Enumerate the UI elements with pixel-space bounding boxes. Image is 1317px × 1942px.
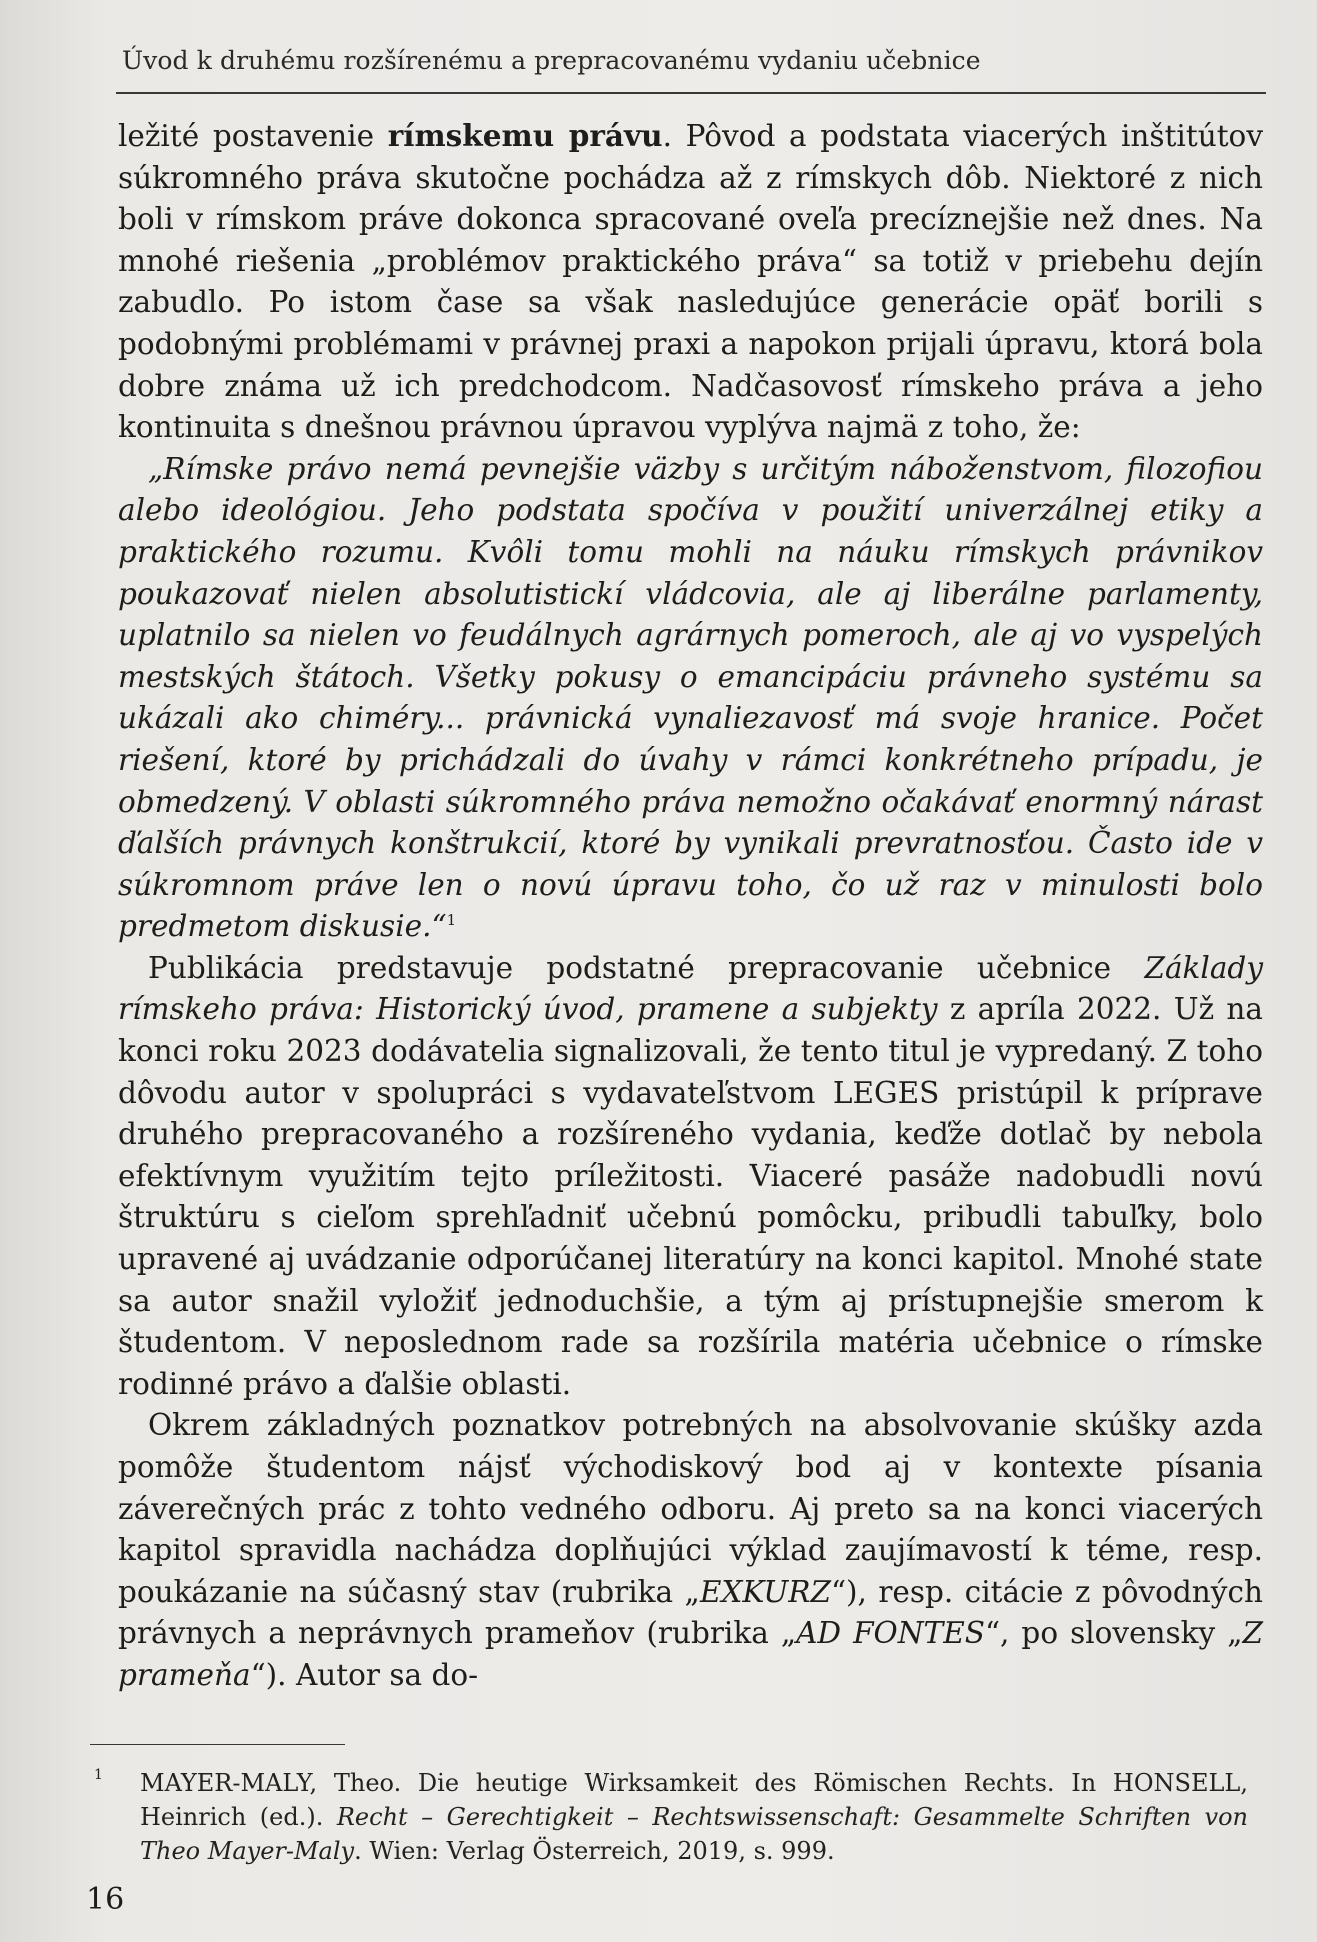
- body-text: [118, 115, 1263, 1697]
- footnote-text: [100, 1766, 1248, 1868]
- p1-bold-term: rímskemu právu: [387, 118, 663, 153]
- footnote-rule: [90, 1744, 345, 1745]
- paragraph-3: [118, 1405, 1263, 1696]
- page-number: 16: [86, 1882, 125, 1917]
- block-quote: [118, 449, 1263, 948]
- p2-text-end: z apríla 2022. Už na konci roku 2023 dodávatelia signalizovali, že tento titul je vypredaný. Z toho dôvodu autor v spolupráci s vydavateľstvom LEGES pristúpil k príprave druhého prepracovaného a rozšíreného vydania, keďže dotlač by nebola efektívnym využitím tejto príležitosti. Viaceré pasáže nadobudli novú štruktúru s cieľom sprehľadniť učebnú pomôcku, pribudli tabuľky, bolo upravené aj uvádzanie odporúčanej literatúry na konci kapitol. Mnohé state sa autor snažil vyložiť jednoduchšie, a tým aj prístupnejšie smerom k študentom. V neposlednom rade sa rozšírila matéria učebnice o rímske rodinné právo a ďalšie oblasti.: [118, 992, 1264, 1401]
- paragraph-1: [118, 115, 1263, 449]
- quote-text: „Rímske právo nemá pevnejšie väzby s určitým náboženstvom, filozofiou alebo ideológiou. Jeho podstata spočíva v použití univerzálnej etiky a praktického rozumu. Kvôli tomu mohli na náuku rímskych právnikov poukazovať nielen absolutistickí vládcovia, ale aj liberálne parlamenty, uplatnilo sa nielen vo feudálnych agrárnych pomeroch, ale aj vo vyspelých mestských štátoch. Všetky pokusy o emancipáciu právneho systému sa ukázali ako chiméry... právnická vynaliezavosť má svoje hranice. Počet riešení, ktoré by prichádzali do úvahy v rámci konkrétneho prípadu, je obmedzený. V oblasti súkromného práva nemožno očakávať enormný nárast ďalších právnych konštrukcií, ktoré by vynikali prevratnosťou. Často ide v súkromnom práve len o novú úpravu toho, čo už raz v minulosti bolo predmetom diskusie.“: [118, 451, 1263, 944]
- p1-text-end: . Pôvod a podstata viacerých inštitútov súkromného práva skutočne pochádza až z rímskych dôb. Niektoré z nich boli v rímskom práve dokonca spracované oveľa precíznejšie než dnes. Na mnohé riešenia „problémov praktického práva“ sa totiž v priebehu dejín zabudlo. Po istom čase sa však nasledujúce generácie opäť borili s podobnými problémami v právnej praxi a napokon prijali úpravu, ktorá bola dobre známa už ich predchodcom. Nadčasovosť rímskeho práva a jeho kontinuita s dnešnou právnou úpravou vyplýva najmä z toho, že:: [118, 119, 1263, 445]
- p2-book-title: Základy rímskeho práva: Historický úvod, pramene a subjekty: [118, 950, 1263, 1027]
- p3-text-4: “). Autor sa do-: [250, 1657, 479, 1692]
- footnote-number: 1: [94, 1767, 103, 1783]
- footnote-book-title: Recht – Gerechtigkeit – Rechtswissenschaft: Gesammelte Schriften von Theo Mayer-Maly: [140, 1803, 1248, 1865]
- p3-rubric-z-pramena: Z prameňa: [118, 1616, 1263, 1692]
- p3-text-3: “, po slovensky „: [984, 1616, 1243, 1651]
- p1-text-start: ležité postavenie: [118, 119, 388, 153]
- header-rule: [116, 92, 1266, 94]
- footnote: [94, 1766, 1248, 1868]
- paragraph-2: [118, 948, 1263, 1406]
- running-head: Úvod k druhému rozšírenému a prepracovanému vydaniu učebnice: [122, 46, 981, 75]
- p3-rubric-exkurz: EXKURZ: [699, 1574, 831, 1609]
- footnote-reference: 1: [446, 911, 457, 930]
- p3-rubric-ad-fontes: AD FONTES: [796, 1616, 985, 1651]
- p2-text-start: Publikácia predstavuje podstatné prepracovanie učebnice: [148, 950, 1145, 985]
- p3-text-2: “), resp. citácie z pôvodných právnych a neprávnych prameňov (rubrika „: [118, 1574, 1263, 1651]
- p3-text-1: Okrem základných poznatkov potrebných na absolvovanie skúšky azda pomôže študentom nájsť východiskový bod aj v kontexte písania záverečných prác z tohto vedného odboru. Aj preto sa na konci viacerých kapitol spravidla nachádza doplňujúci výklad zaujímavostí k téme, resp. poukázanie na súčasný stav (rubrika „: [118, 1408, 1263, 1609]
- footnote-text-start: MAYER-MALY, Theo. Die heutige Wirksamkeit des Römischen Rechts. In HONSELL, Heinrich (ed.).: [140, 1769, 1248, 1831]
- footnote-text-end: . Wien: Verlag Österreich, 2019, s. 999.: [354, 1837, 835, 1865]
